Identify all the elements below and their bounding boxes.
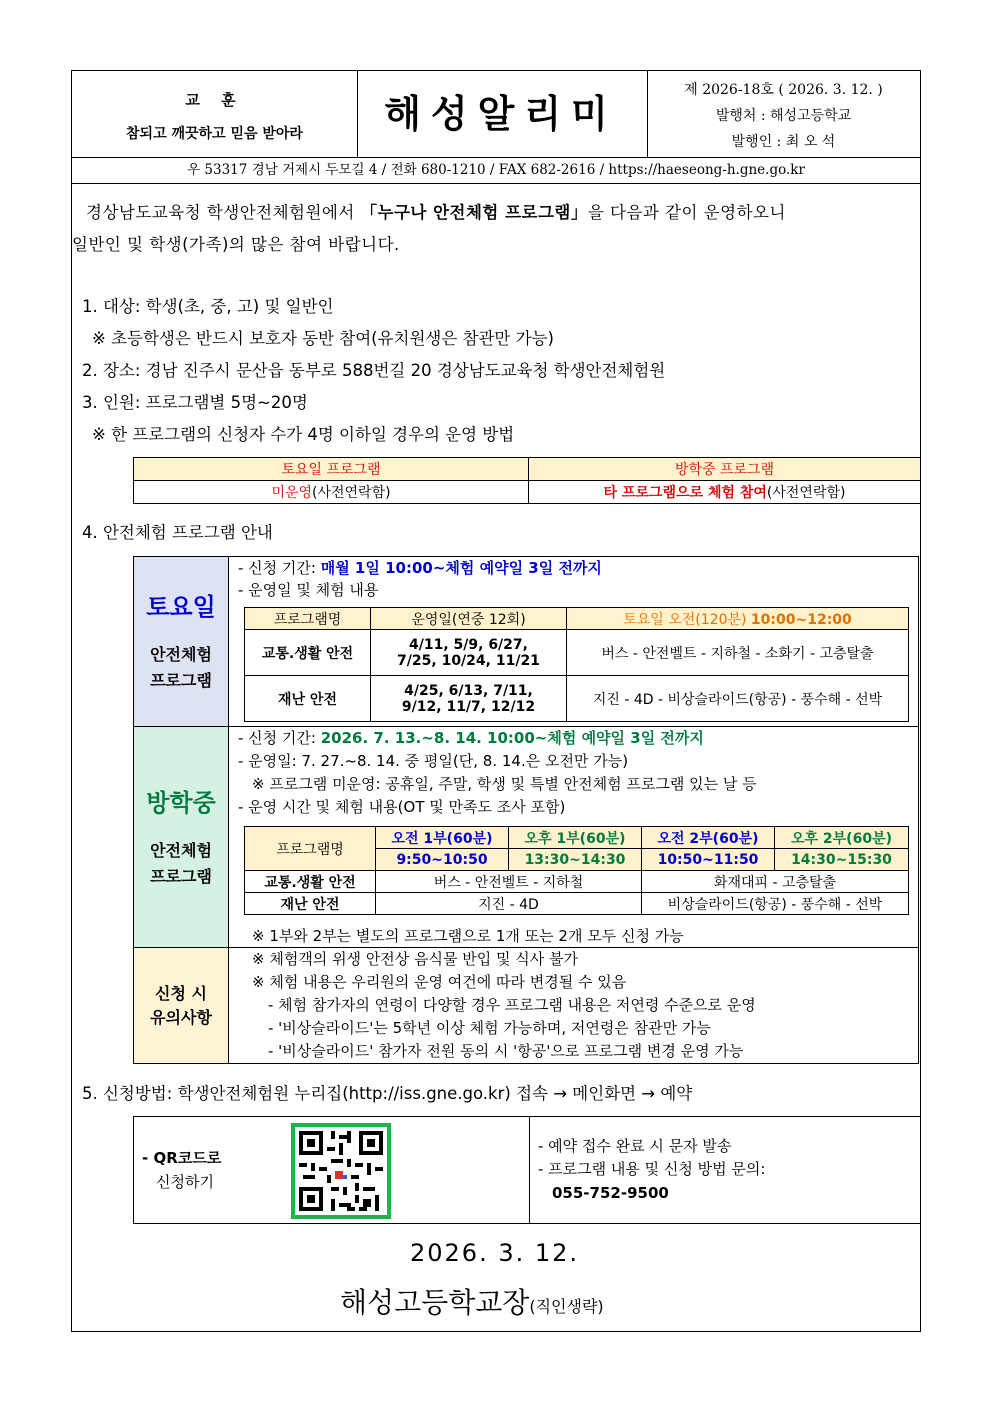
row-disaster-part2: 비상슬라이드(항공) - 풍수해 - 선박 <box>642 893 909 915</box>
newsletter-title-box <box>357 71 648 157</box>
vacation-header-text: 방학중 프로그램 <box>674 462 775 478</box>
notice-text: (사전연락함) <box>766 485 846 501</box>
saturday-content-heading: - 운영일 및 체험 내용 <box>238 581 379 599</box>
issue-number: 제 2026-18호 ( 2026. 3. 12. ) <box>684 82 883 98</box>
col-program-name: 프로그램명 <box>245 827 376 871</box>
row-traffic-name: 교통.생활 안전 <box>245 871 376 893</box>
seal-omitted: (직인생략) <box>529 1297 604 1316</box>
caution-line-2: ※ 체험 내용은 우리원의 운영 여건에 따라 변경될 수 있음 <box>252 973 627 991</box>
qr-apply-box <box>133 1116 921 1224</box>
item-capacity-note: ※ 한 프로그램의 신청자 수가 4명 이하일 경우의 운영 방법 <box>92 425 515 444</box>
item-capacity: 3. 인원: 프로그램별 5명~20명 <box>82 393 308 412</box>
caution-line-3: - 체험 참가자의 연령이 다양할 경우 프로그램 내용은 저연령 수준으로 운영 <box>268 996 756 1014</box>
row-disaster-name: 재난 안전 <box>245 676 371 722</box>
saturday-header-text: 토요일 프로그램 <box>281 462 381 478</box>
row-disaster-days <box>371 676 567 722</box>
label: 5. 신청방법: <box>82 1084 178 1103</box>
intro-text-end: 을 다음과 같이 운영하오니 <box>587 203 786 222</box>
vacation-header <box>529 458 921 481</box>
vacation-schedule-table <box>244 826 909 915</box>
qr-code[interactable] <box>291 1123 391 1219</box>
label: - 신청 기간: <box>238 559 321 577</box>
apply-method: 학생안전체험원 누리집(http://iss.gne.go.kr) 접속 → 메인화면 → 예약 <box>177 1084 693 1103</box>
col-time <box>567 608 909 630</box>
session-am-1-time: 9:50~10:50 <box>376 849 509 871</box>
saturday-policy <box>134 481 529 504</box>
item-program-guide: 4. 안전체험 프로그램 안내 <box>82 523 273 542</box>
label: - 신청 기간: <box>238 729 321 747</box>
vacation-content-heading: - 운영 시간 및 체험 내용(OT 및 만족도 조사 포함) <box>238 798 566 816</box>
session-am-2: 오전 2부(60분) <box>642 827 775 849</box>
item-target: 1. 대상: 학생(초, 중, 고) 및 일반인 <box>82 297 334 316</box>
caution-label-cell <box>134 947 229 1063</box>
issue-date: 2026. 3. 12. <box>410 1239 580 1267</box>
motto-heading: 교 훈 <box>185 91 244 109</box>
sms-notice: - 예약 접수 완료 시 문자 발송 <box>538 1137 732 1155</box>
vacation-sub-1: 안전체험 <box>150 841 212 860</box>
saturday-apply-period <box>238 557 602 578</box>
row-traffic-name: 교통.생활 안전 <box>245 630 371 676</box>
session-pm-1: 오후 1부(60분) <box>509 827 642 849</box>
caution-label-2: 유의사항 <box>150 1008 212 1027</box>
row-traffic-content: 버스 - 안전벨트 - 지하철 - 소화기 - 고층탈출 <box>567 630 909 676</box>
row-traffic-days <box>371 630 567 676</box>
saturday-sub-2: 프로그램 <box>150 671 212 690</box>
vacation-run-days: - 운영일: 7. 27.~8. 14. 중 평일(단, 8. 14.은 오전만 가능) <box>238 752 629 770</box>
saturday-label: 토요일 <box>146 593 216 621</box>
inquiry-notice: - 프로그램 내용 및 신청 방법 문의: <box>538 1160 766 1178</box>
vacation-policy <box>529 481 921 504</box>
session-am-1: 오전 1부(60분) <box>376 827 509 849</box>
row-disaster-part1: 지진 - 4D <box>376 893 642 915</box>
signature-line <box>340 1281 604 1321</box>
days-line: 7/25, 10/24, 11/21 <box>397 652 540 669</box>
caution-line-1: ※ 체험객의 위생 안전상 음식물 반입 및 식사 불가 <box>252 950 579 968</box>
intro-line-1 <box>86 199 786 223</box>
col-program-name: 프로그램명 <box>245 608 371 630</box>
notice-text: (사전연락함) <box>312 485 391 501</box>
days-line: 4/11, 5/9, 6/27, <box>409 636 528 653</box>
newsletter-title: 해성알리미 <box>384 91 618 136</box>
period-value: 2026. 7. 13.~8. 14. 10:00~체험 예약일 3일 전까지 <box>320 729 704 747</box>
newsletter-frame <box>71 70 921 1332</box>
item-target-note: ※ 초등학생은 반드시 보호자 동반 참여(유치원생은 참관만 가능) <box>92 329 554 348</box>
row-disaster-name: 재난 안전 <box>245 893 376 915</box>
row-traffic-part1: 버스 - 안전벨트 - 지하철 <box>376 871 642 893</box>
issuer: 발행인 : 최 오 석 <box>731 134 836 150</box>
saturday-sub-1: 안전체험 <box>150 645 212 664</box>
title-banner <box>367 85 635 143</box>
caution-label-1: 신청 시 <box>155 984 207 1003</box>
caution-line-5: - '비상슬라이드' 참가자 전원 동의 시 '항공'으로 프로그램 변경 운영 가능 <box>268 1042 744 1060</box>
row-disaster-content: 지진 - 4D - 비상슬라이드(항공) - 풍수해 - 선박 <box>567 676 909 722</box>
not-operated: 미운영 <box>271 485 313 501</box>
session-pm-2: 오후 2부(60분) <box>775 827 909 849</box>
address-bar: 우 53317 경남 거제시 두모길 4 / 전화 680-1210 / FAX 682-2616 / https://haeseong-h.gne.go.kr <box>72 157 920 184</box>
qr-label-1: - QR코드로 <box>142 1149 222 1167</box>
school-motto-box <box>72 71 358 157</box>
vacation-days-note: ※ 프로그램 미운영: 공휴일, 주말, 학생 및 특별 안전체험 프로그램 있는 날 등 <box>252 775 757 793</box>
saturday-schedule-table <box>244 607 909 722</box>
session-am-2-time: 10:50~11:50 <box>642 849 775 871</box>
item-apply-method <box>82 1080 692 1104</box>
program-guide-box <box>133 556 919 1064</box>
intro-line-2: 일반인 및 학생(가족)의 많은 참여 바랍니다. <box>72 235 400 254</box>
session-pm-2-time: 14:30~15:30 <box>775 849 909 871</box>
low-enrollment-table <box>133 457 921 504</box>
time-label: 토요일 오전(120분) <box>623 611 751 628</box>
motto-text: 참되고 깨끗하고 믿음 받아라 <box>126 126 303 142</box>
qr-label-2: 신청하기 <box>156 1173 214 1191</box>
row-traffic-part2: 화재대피 - 고층탈출 <box>642 871 909 893</box>
vacation-apply-period <box>238 727 704 748</box>
header <box>72 71 920 158</box>
qr-box-divider <box>529 1117 530 1223</box>
saturday-header <box>134 458 529 481</box>
days-line: 4/25, 6/13, 7/11, <box>404 682 533 699</box>
session-pm-1-time: 13:30~14:30 <box>509 849 642 871</box>
item-location: 2. 장소: 경남 진주시 문산읍 동부로 588번길 20 경상남도교육청 학생안전체험원 <box>82 361 666 380</box>
time-value: 10:00~12:00 <box>750 611 852 628</box>
join-other-program: 타 프로그램으로 체험 참여 <box>603 485 767 501</box>
principal: 해성고등학교장 <box>340 1286 530 1319</box>
vacation-session-note: ※ 1부와 2부는 별도의 프로그램으로 1개 또는 2개 모두 신청 가능 <box>252 927 684 945</box>
vacation-sub-2: 프로그램 <box>150 867 212 886</box>
intro-text: 경상남도교육청 학생안전체험원에서 <box>86 203 361 222</box>
period-value: 매월 1일 10:00~체험 예약일 3일 전까지 <box>320 559 602 577</box>
vacation-label-cell <box>134 726 229 947</box>
vacation-label: 방학중 <box>146 789 216 817</box>
program-name: 「누구나 안전체험 프로그램」 <box>360 203 588 222</box>
saturday-label-cell <box>134 557 229 726</box>
days-line: 9/12, 11/7, 12/12 <box>401 698 536 715</box>
issue-info <box>647 71 920 157</box>
publisher: 발행처 : 해성고등학교 <box>715 108 852 124</box>
col-run-days: 운영일(연중 12회) <box>371 608 567 630</box>
inquiry-phone: 055-752-9500 <box>552 1184 669 1202</box>
caution-line-4: - '비상슬라이드'는 5학년 이상 체험 가능하며, 저연령은 참관만 가능 <box>268 1019 711 1037</box>
